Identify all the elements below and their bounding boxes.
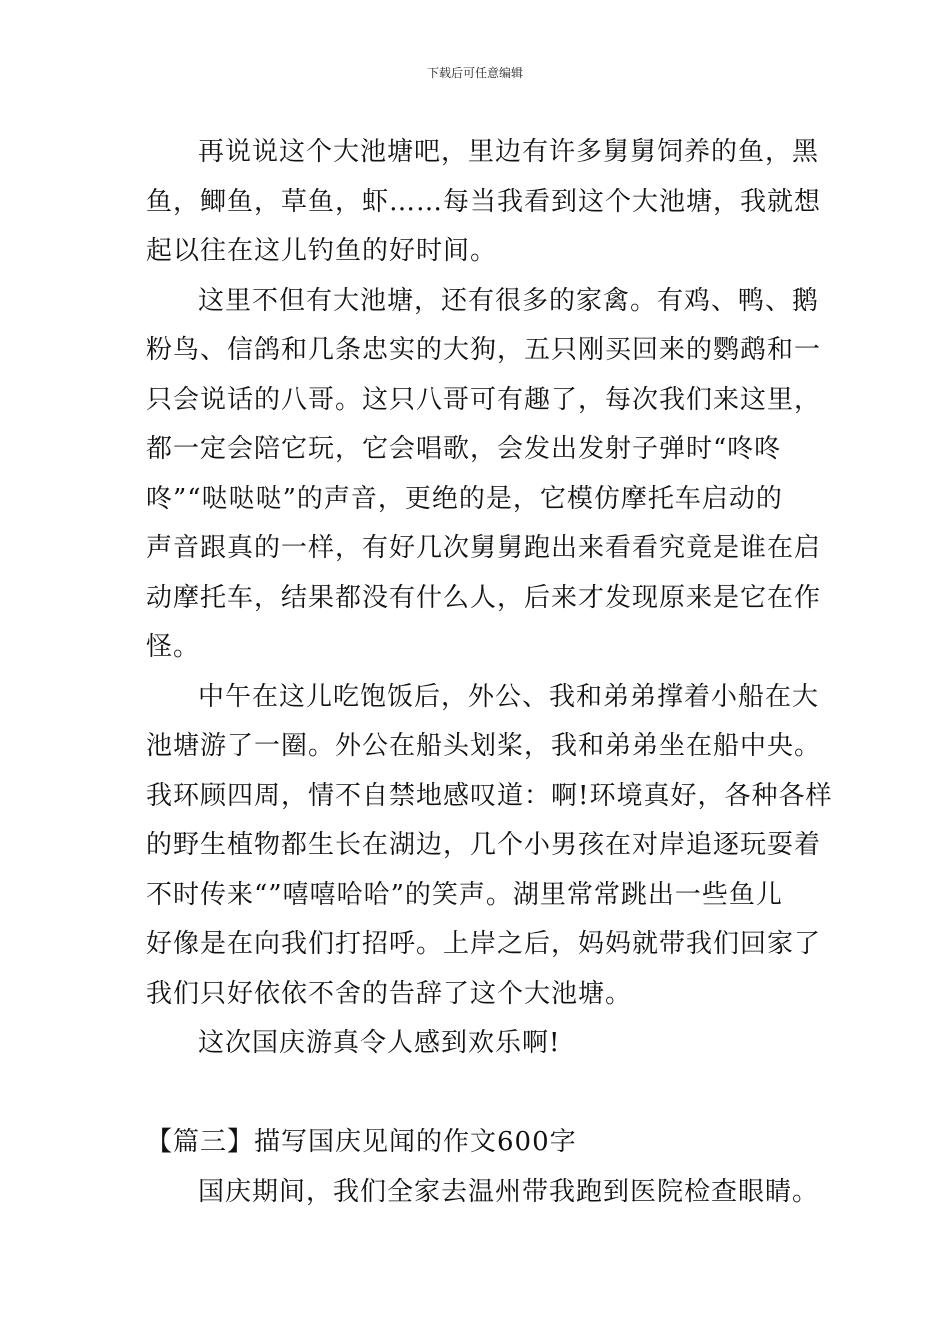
paragraph-line: 再说说这个大池塘吧，里边有许多舅舅饲养的鱼，黑 xyxy=(198,137,820,167)
paragraph-line: 好像是在向我们打招呼。上岸之后，妈妈就带我们回家了 xyxy=(146,929,822,959)
paragraph-line: 起以往在这儿钓鱼的好时间。 xyxy=(146,236,498,266)
paragraph-line: 都一定会陪它玩，它会唱歌，会发出发射子弹时“咚咚 xyxy=(146,434,782,464)
paragraph-line: 我们只好依依不舍的告辞了这个大池塘。 xyxy=(146,978,633,1009)
paragraph-line: 只会说话的八哥。这只八哥可有趣了，每次我们来这里， xyxy=(146,384,822,415)
paragraph-line: 这里不但有大池塘，还有很多的家禽。有鸡、鸭、鹅 xyxy=(198,285,820,316)
paragraph-line: 这次国庆游真令人感到欢乐啊! xyxy=(198,1028,561,1058)
paragraph-line: 咚”“哒哒哒”的声音，更绝的是，它模仿摩托车启动的 xyxy=(146,483,783,514)
section-heading: 【篇三】描写国庆见闻的作文600字 xyxy=(146,1127,577,1157)
page-header: 下载后可任意编辑 xyxy=(426,66,523,80)
paragraph-line: 我环顾四周，情不自禁地感叹道：啊!环境真好，各种各样 xyxy=(146,780,833,811)
paragraph-line: 动摩托车，结果都没有什么人，后来才发现原来是它在作 xyxy=(146,582,822,613)
paragraph-line: 中午在这儿吃饱饭后，外公、我和弟弟撑着小船在大 xyxy=(198,681,820,712)
paragraph-line: 粉鸟、信鸽和几条忠实的大狗，五只刚买回来的鹦鹉和一 xyxy=(146,335,822,365)
document-body xyxy=(146,128,833,1217)
paragraph-line: 不时传来“”嘻嘻哈哈”的笑声。湖里常常跳出一些鱼儿 xyxy=(146,879,783,910)
paragraph-line: 声音跟真的一样，有好几次舅舅跑出来看看究竟是谁在启 xyxy=(146,533,822,563)
paragraph-line: 的野生植物都生长在湖边，几个小男孩在对岸追逐玩耍着 xyxy=(146,830,822,860)
blank-line xyxy=(146,1069,806,1119)
paragraph-line: 鱼，鲫鱼，草鱼，虾……每当我看到这个大池塘，我就想 xyxy=(146,186,822,217)
paragraph-line: 国庆期间，我们全家去温州带我跑到医院检查眼睛。 xyxy=(198,1176,820,1207)
paragraph-line: 怪。 xyxy=(146,632,201,662)
paragraph-line: 池塘游了一圈。外公在船头划桨，我和弟弟坐在船中央。 xyxy=(146,731,822,761)
